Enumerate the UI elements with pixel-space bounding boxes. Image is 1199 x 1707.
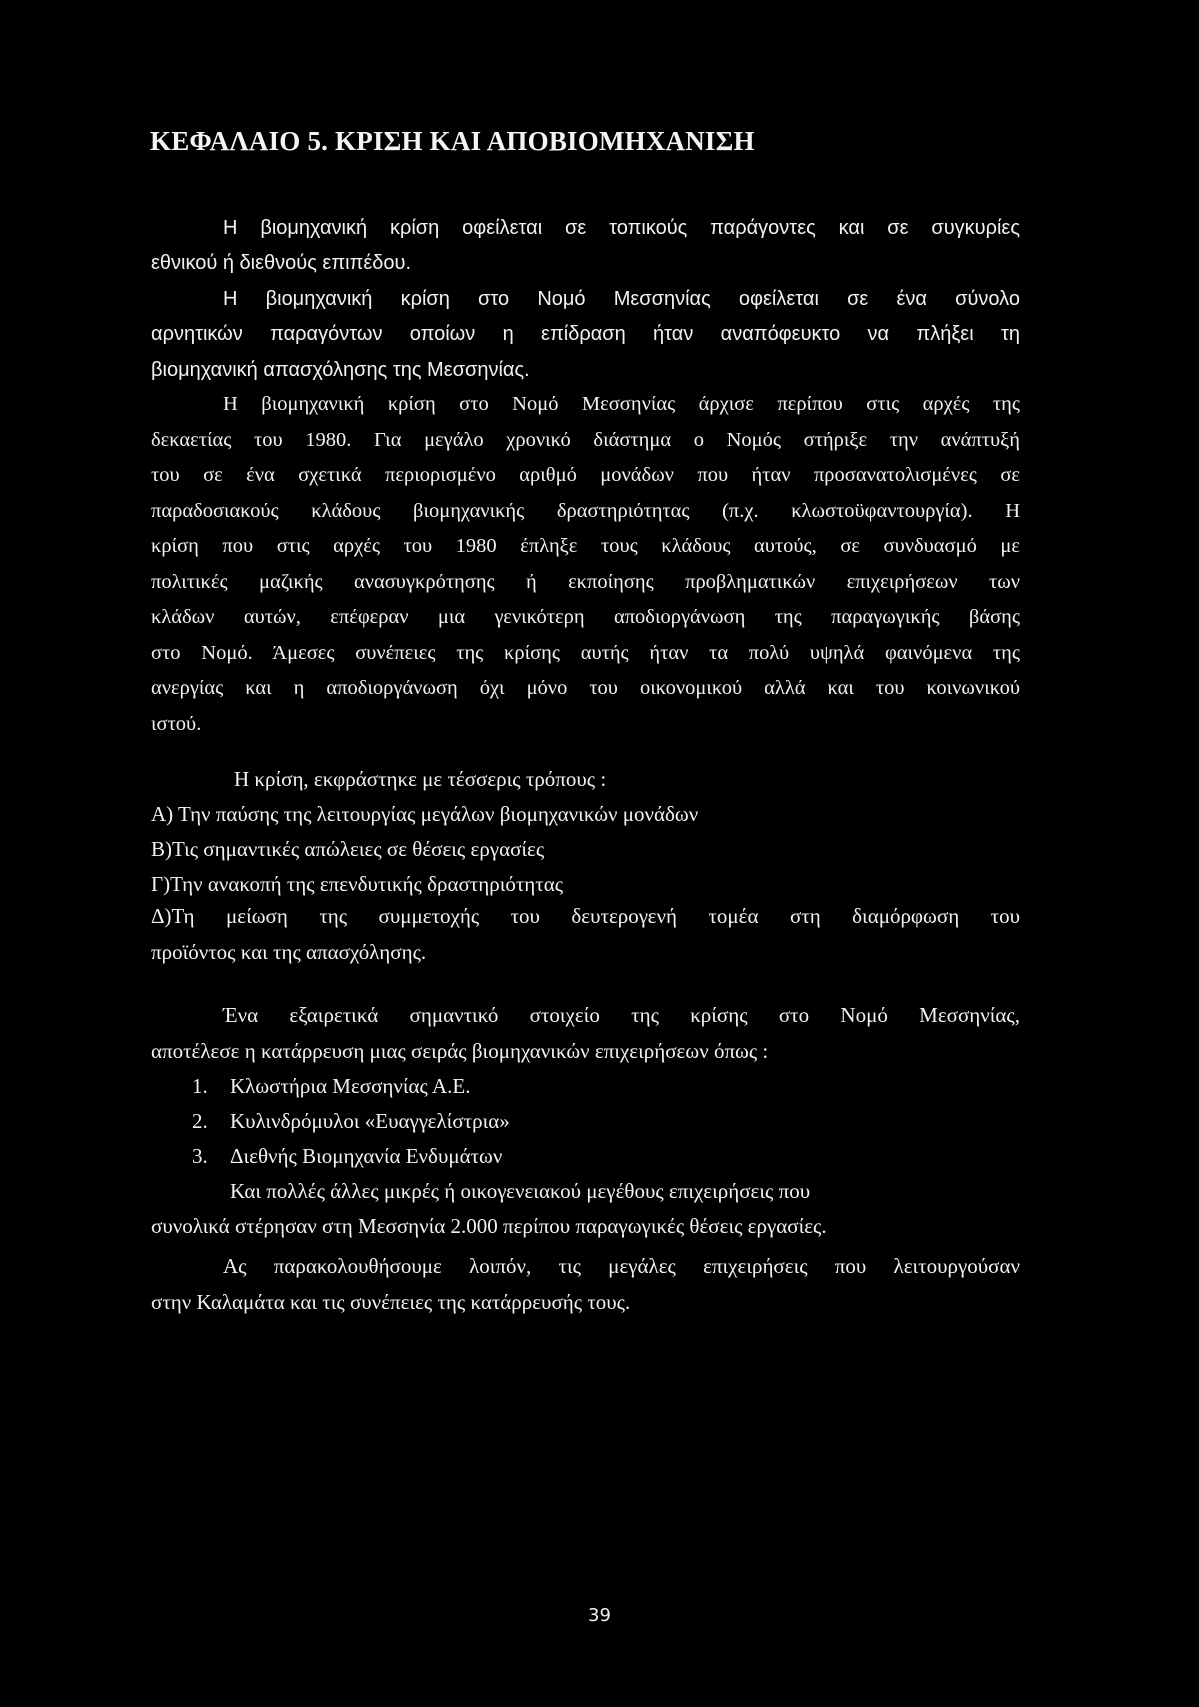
causes-line-1: Η βιομηχανική κρίση στο Νομό Μεσσηνίας οφείλεται σε ένα σύνολο: [223, 288, 1020, 310]
list-item-text: Διεθνής Βιομηχανία Ενδυμάτων: [230, 1144, 503, 1168]
causes-line-3: βιομηχανική απασχόλησης της Μεσσηνίας.: [151, 358, 530, 381]
history-line-8: στο Νομό. Άμεσες συνέπειες της κρίσης αυτής ήταν τα πολύ υψηλά φαινόμενα της: [151, 641, 1020, 664]
closing-paragraph: [151, 1249, 1020, 1320]
collapse-after-line-2: συνολικά στέρησαν στη Μεσσηνία 2.000 περίπου παραγωγικές θέσεις εργασίες.: [151, 1214, 827, 1238]
history-line-4: παραδοσιακούς κλάδους βιομηχανικής δραστηριότητας (π.χ. κλωστοϋφαντουργία). Η: [151, 499, 1020, 522]
way-item-d-line-2: προϊόντος και της απασχόλησης.: [151, 939, 427, 964]
way-item-c: Γ)Την ανακοπή της επενδυτικής δραστηριότητας: [151, 872, 564, 896]
way-item-a: Α) Την παύσης της λειτουργίας μεγάλων βιομηχανικών μονάδων: [151, 802, 699, 826]
history-line-2: δεκαετίας του 1980. Για μεγάλο χρονικό διάστημα ο Νομός στήριξε την ανάπτυξή: [151, 428, 1020, 451]
collapse-paragraph: [151, 998, 1020, 1069]
closing-line-1: Ας παρακολουθήσουμε λοιπόν, τις μεγάλες επιχειρήσεις που λειτουργούσαν: [223, 1254, 1020, 1278]
history-line-6: πολιτικές μαζικής ανασυγκρότησης ή εκποίησης προβληματικών επιχειρήσεων των: [151, 570, 1020, 593]
intro-line-1: Η βιομηχανική κρίση οφείλεται σε τοπικούς παράγοντες και σε συγκυρίες: [223, 217, 1020, 239]
history-line-9: ανεργίας και η αποδιοργάνωση όχι μόνο του οικονομικού αλλά και του κοινωνικού: [151, 677, 1020, 699]
chapter-title: ΚΕΦΑΛΑΙΟ 5. ΚΡΙΣΗ ΚΑΙ ΑΠΟΒΙΟΜΗΧΑΝΙΣΗ: [150, 126, 755, 156]
paragraph-causes: [151, 282, 1020, 388]
way-item-b: Β)Τις σημαντικές απώλειες σε θέσεις εργασίες: [151, 837, 545, 861]
way-item-d-line-1: Δ)Τη μείωση της συμμετοχής του δευτερογενή τομέα στη διαμόρφωση του: [151, 904, 1020, 928]
list-item: [192, 1104, 510, 1139]
paragraph-history: [151, 387, 1020, 742]
causes-line-2: αρνητικών παραγόντων οποίων η επίδραση ήταν αναπόφευκτο να πλήξει τη: [151, 323, 1020, 346]
closing-line-2: στην Καλαμάτα και τις συνέπειες της κατάρρευσής τους.: [151, 1289, 631, 1314]
history-line-3: του σε ένα σχετικά περιορισμένο αριθμό μονάδων που ήταν προσανατολισμένες σε: [151, 464, 1020, 486]
history-line-7: κλάδων αυτών, επέφεραν μια γενικότερη αποδιοργάνωση της παραγωγικής βάσης: [151, 606, 1020, 628]
collapse-line-1: Ένα εξαιρετικά σημαντικό στοιχείο της κρίσης στο Νομό Μεσσηνίας,: [223, 1003, 1020, 1027]
list-item: [192, 1139, 502, 1174]
list-item-number: 1.: [192, 1074, 208, 1098]
list-item-text: Κλωστήρια Μεσσηνίας Α.Ε.: [230, 1074, 471, 1098]
way-item-d: [151, 899, 1020, 970]
list-item-number: 2.: [192, 1109, 208, 1133]
list-item: [192, 1069, 470, 1104]
collapse-line-2: αποτέλεσε η κατάρρευση μιας σειράς βιομηχανικών επιχειρήσεων όπως :: [151, 1038, 769, 1063]
intro-line-2: εθνικού ή διεθνούς επιπέδου.: [151, 252, 412, 275]
ways-heading: Η κρίση, εκφράστηκε με τέσσερις τρόπους :: [234, 767, 607, 791]
page-number: 39: [588, 1605, 611, 1626]
intro-paragraph: [151, 211, 1020, 282]
list-item-text: Κυλινδρόμυλοι «Ευαγγελίστρια»: [230, 1109, 510, 1133]
history-line-1: Η βιομηχανική κρίση στο Νομό Μεσσηνίας άρχισε περίπου στις αρχές της: [223, 393, 1020, 415]
history-line-5: κρίση που στις αρχές του 1980 έπληξε τους κλάδους αυτούς, σε συνδυασμό με: [151, 535, 1020, 557]
list-item-number: 3.: [192, 1144, 208, 1168]
collapse-after-line-1: Και πολλές άλλες μικρές ή οικογενειακού μεγέθους επιχειρήσεις που: [230, 1179, 811, 1203]
history-line-10: ιστού.: [151, 712, 202, 735]
